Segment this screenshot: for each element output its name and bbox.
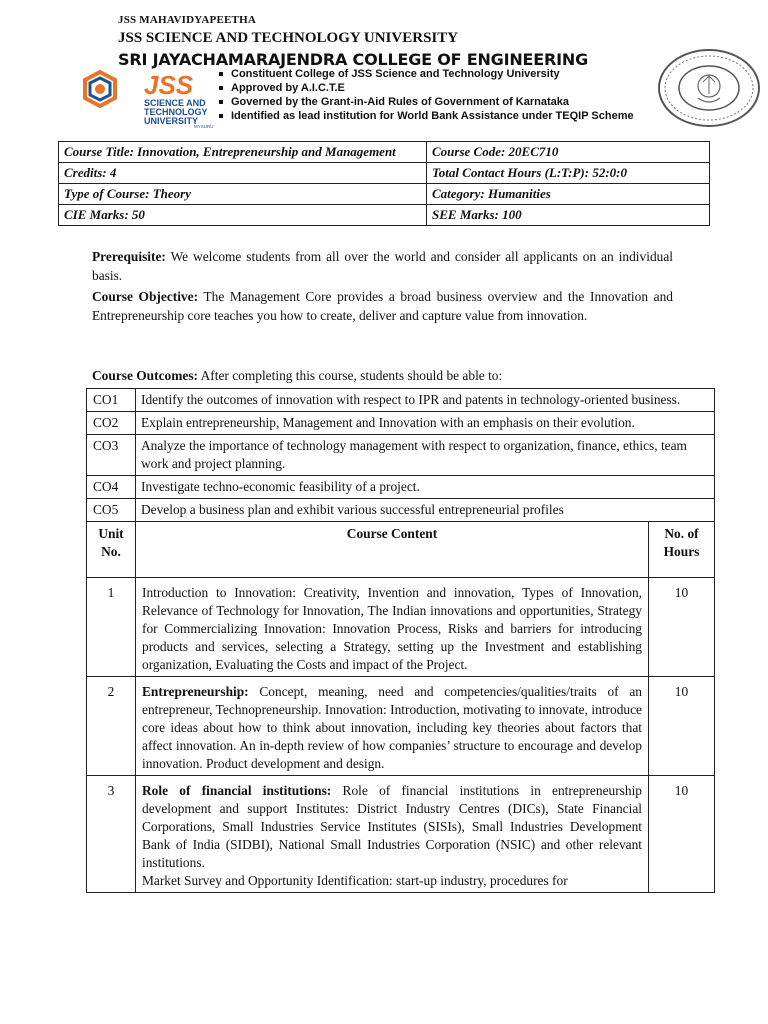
content-header-row: [87, 522, 715, 578]
outcome-id: CO2: [87, 412, 136, 435]
course-category: Category: Humanities: [427, 184, 710, 205]
outcome-row: [87, 412, 715, 435]
unit-content-extra: Market Survey and Opportunity Identification: start-up industry, procedures for: [142, 873, 568, 888]
outcomes-label: Course Outcomes:: [92, 368, 198, 383]
logo-place: MYSURU: [194, 124, 214, 128]
outcome-id: CO1: [87, 389, 136, 412]
unit-hours: 10: [649, 578, 715, 677]
prerequisite: [92, 247, 673, 285]
accreditation-item: Identified as lead institution for World Bank Assistance under TEQIP Scheme: [218, 109, 634, 123]
logo-line1: SCIENCE AND: [144, 98, 206, 108]
outcome-row: [87, 499, 715, 522]
outcome-text: Explain entrepreneurship, Management and Innovation with an emphasis on their evolution.: [136, 412, 715, 435]
header-college-name: SRI JAYACHAMARAJENDRA COLLEGE OF ENGINEERING: [118, 50, 589, 69]
unit-number: 1: [87, 578, 136, 677]
unit-row: [87, 578, 715, 677]
outcomes-content-table: [86, 388, 715, 893]
cie-marks: CIE Marks: 50: [59, 205, 427, 226]
college-seal-emblem: [656, 46, 762, 130]
unit-content-text: Introduction to Innovation: Creativity, Invention and innovation, Types of Innovation, Relevance of Technology for Innovation, The Indian innovations and opportunities, Strategy for Commercializing Innovation: Innovation Process, Risks and barriers for introducing products and services, selecting a Strategy, setting up the Investment and establishing organization, Evaluating the Costs and impact of the Project.: [142, 585, 642, 672]
outcome-row: [87, 435, 715, 476]
unit-content-text: Concept, meaning, need and competencies/qualities/traits of an entrepreneur, Technopreneurship. Innovation: Introduction, motivating to innovate, introduce core ideas about how to think about innovation, including key theories about factors that affect innovation. An in-depth review of how companies’ structure to encourage and develop innovation. Product development and design.: [142, 684, 642, 771]
unit-content: [136, 776, 649, 893]
logo-line2: TECHNOLOGY: [144, 107, 208, 117]
unit-row: [87, 776, 715, 893]
unit-number: 2: [87, 677, 136, 776]
unit-row: [87, 677, 715, 776]
logo-line3: UNIVERSITY: [144, 116, 199, 126]
outcome-id: CO5: [87, 499, 136, 522]
unit-content: [136, 578, 649, 677]
header-mahavidyapeetha: JSS MAHAVIDYAPEETHA: [118, 14, 256, 26]
hours-header: No. of Hours: [649, 522, 715, 578]
outcome-text: Analyze the importance of technology management with respect to organization, finance, ethics, team work and project planning.: [136, 435, 715, 476]
prerequisite-text: We welcome students from all over the world and consider all applicants on an individual basis.: [92, 249, 673, 283]
course-code: Course Code: 20EC710: [427, 142, 710, 163]
course-outcomes-intro: [92, 366, 673, 385]
outcome-text: Investigate techno-economic feasibility of a project.: [136, 476, 715, 499]
outcomes-intro-text: After completing this course, students should be able to:: [198, 368, 503, 383]
unit-hours: 10: [649, 776, 715, 893]
course-type: Type of Course: Theory: [59, 184, 427, 205]
logo-brand: JSS: [144, 70, 194, 100]
outcome-id: CO4: [87, 476, 136, 499]
outcome-row: [87, 389, 715, 412]
objective-label: Course Objective:: [92, 289, 199, 304]
unit-content-heading: Entrepreneurship:: [142, 684, 249, 699]
unit-content: [136, 677, 649, 776]
unit-number: 3: [87, 776, 136, 893]
objective-text: The Management Core provides a broad business overview and the Innovation and Entrepreneurship core teaches you how to create, deliver and capture value from innovation.: [92, 289, 673, 323]
outcome-id: CO3: [87, 435, 136, 476]
unit-no-header: Unit No.: [87, 522, 136, 578]
accreditation-item: Approved by A.I.C.T.E: [218, 81, 634, 95]
unit-hours: 10: [649, 677, 715, 776]
unit-content-heading: Role of financial institutions:: [142, 783, 332, 798]
course-title: Course Title: Innovation, Entrepreneurship and Management: [59, 142, 427, 163]
accreditation-item: Governed by the Grant-in-Aid Rules of Government of Karnataka: [218, 95, 634, 109]
course-objective: [92, 287, 673, 325]
header-accreditation-list: [218, 67, 634, 123]
see-marks: SEE Marks: 100: [427, 205, 710, 226]
prerequisite-label: Prerequisite:: [92, 249, 166, 264]
course-content-header: Course Content: [136, 522, 649, 578]
course-info-table: [58, 141, 710, 226]
course-contact-hours: Total Contact Hours (L:T:P): 52:0:0: [427, 163, 710, 184]
outcome-text: Identify the outcomes of innovation with respect to IPR and patents in technology-oriented business.: [136, 389, 715, 412]
accreditation-item: Constituent College of JSS Science and Technology University: [218, 67, 634, 81]
outcome-row: [87, 476, 715, 499]
unit-content-text: Role of financial institutions in entrepreneurship development and support Institutes: District Industry Centres (DICs), State Financial Corporations, Small Industries Service Institutes (SISIs), Small Industries Development Bank of India (SIDBI), National Small Industries Corporation (NSIC) and other relevant institutions.: [142, 783, 642, 870]
jss-university-logo: [82, 68, 216, 128]
course-credits: Credits: 4: [59, 163, 427, 184]
outcome-text: Develop a business plan and exhibit various successful entrepreneurial profiles: [136, 499, 715, 522]
header-university-name: JSS SCIENCE AND TECHNOLOGY UNIVERSITY: [118, 30, 459, 46]
